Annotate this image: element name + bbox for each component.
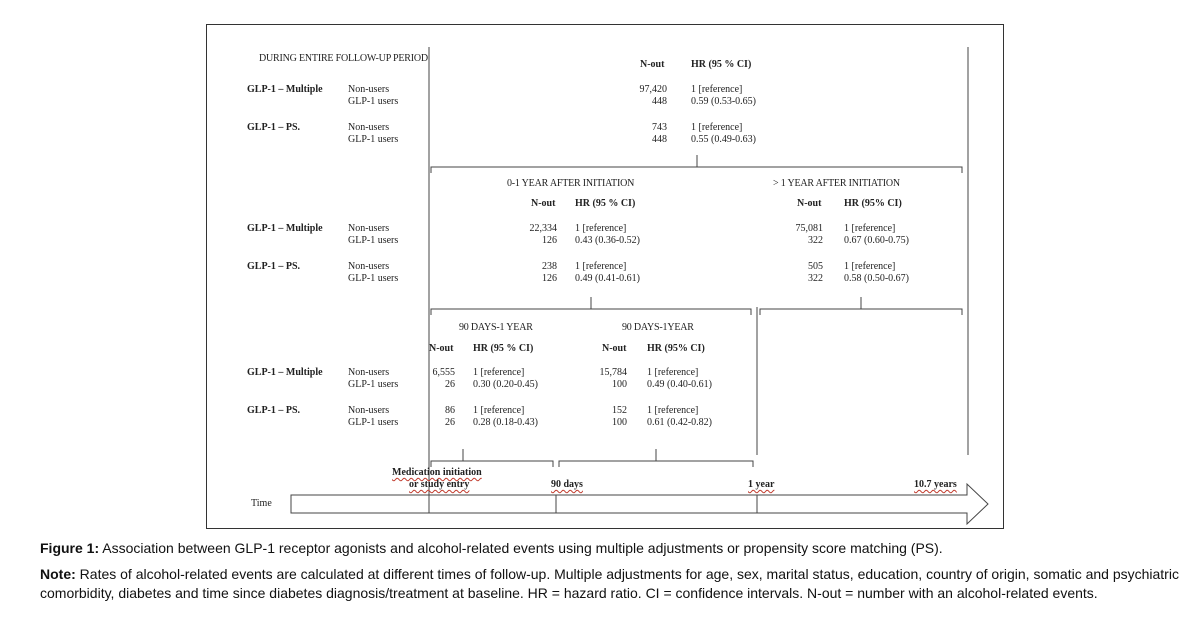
year01-row2-cat1: Non-users (348, 261, 390, 272)
figure-note (40, 565, 1180, 603)
year01-row1-group: GLP-1 – Multiple (247, 223, 323, 234)
entire-row1-group: GLP-1 – Multiple (247, 84, 323, 95)
d90-row1-cat2: GLP-1 users (348, 379, 399, 390)
d90-row1-hr2: 0.30 (0.20-0.45) (473, 379, 538, 390)
d90-row1-hr1: 1 [reference] (473, 367, 525, 378)
year01-row2-n2: 126 (542, 273, 557, 284)
over1-row1-hr2: 0.67 (0.60-0.75) (844, 235, 909, 246)
over1-row1-hr1: 1 [reference] (844, 223, 896, 234)
d90-title: 90 DAYS-1 YEAR (459, 322, 533, 333)
d90-row1-cat1: Non-users (348, 367, 390, 378)
entire-row1-n1: 97,420 (639, 84, 667, 95)
over1-row2-hr2: 0.58 (0.50-0.67) (844, 273, 909, 284)
note-text: Rates of alcohol-related events are calculated at different times of follow-up. Multiple adjustments for age, sex, marital status, education, country of origin, somatic and psychiatric comorbidity, diabetes and time since diabetes diagnosis/treatment at baseline. HR = hazard ratio. CI = confidence intervals. N-out = number with an alcohol-related events. (40, 566, 1179, 601)
year01-hr-header: HR (95 % CI) (575, 198, 636, 209)
year01-row1-hr2: 0.43 (0.36-0.52) (575, 235, 640, 246)
over1-row2-n1: 505 (808, 261, 823, 272)
d90b-row2-hr2: 0.61 (0.42-0.82) (647, 417, 712, 428)
d90-row1-n2: 26 (445, 379, 455, 390)
d90b-row2-n2: 100 (612, 417, 627, 428)
bracket-90d-1y (559, 461, 753, 467)
figure-caption (40, 539, 1180, 558)
d90-row2-group: GLP-1 – PS. (247, 405, 301, 416)
d90-row2-cat1: Non-users (348, 405, 390, 416)
year01-row1-n1: 22,334 (529, 223, 557, 234)
year01-row2-n1: 238 (542, 261, 557, 272)
over1-row1-n1: 75,081 (795, 223, 823, 234)
entire-row1-hr2: 0.59 (0.53-0.65) (691, 96, 756, 107)
d90-nout-header: N-out (429, 343, 454, 354)
caption-label: Figure 1: (40, 540, 100, 556)
d90-row1-n1: 6,555 (432, 367, 455, 378)
d90-row2-cat2: GLP-1 users (348, 417, 399, 428)
d90b-hr-header: HR (95% CI) (647, 343, 705, 354)
over1-row2-n2: 322 (808, 273, 823, 284)
d90b-row2-n1: 152 (612, 405, 627, 416)
timeline-1year-label: 1 year (748, 479, 775, 490)
note-label: Note: (40, 566, 76, 582)
year01-row1-n2: 126 (542, 235, 557, 246)
year01-nout-header: N-out (531, 198, 556, 209)
entire-row2-hr1: 1 [reference] (691, 122, 743, 133)
entire-row2-cat1: Non-users (348, 122, 390, 133)
timeline-axis-label: Time (251, 498, 272, 509)
timeline-end-label: 10.7 years (914, 479, 957, 490)
year01-row2-group: GLP-1 – PS. (247, 261, 301, 272)
bracket-entire (431, 167, 962, 173)
timeline-arrow (291, 484, 988, 524)
entire-row2-n1: 743 (652, 122, 667, 133)
d90b-row1-hr2: 0.49 (0.40-0.61) (647, 379, 712, 390)
entire-row2-cat2: GLP-1 users (348, 134, 399, 145)
entire-row1-hr1: 1 [reference] (691, 84, 743, 95)
over1-row2-hr1: 1 [reference] (844, 261, 896, 272)
entire-hr-header: HR (95 % CI) (691, 59, 752, 70)
entire-row2-hr2: 0.55 (0.49-0.63) (691, 134, 756, 145)
d90-row1-group: GLP-1 – Multiple (247, 367, 323, 378)
entire-row1-cat1: Non-users (348, 84, 390, 95)
over1-hr-header: HR (95% CI) (844, 198, 902, 209)
year01-row2-hr1: 1 [reference] (575, 261, 627, 272)
entire-row1-cat2: GLP-1 users (348, 96, 399, 107)
caption-text: Association between GLP-1 receptor agonists and alcohol-related events using multiple adjustments or propensity score matching (PS). (99, 540, 943, 556)
year01-title: 0-1 YEAR AFTER INITIATION (507, 178, 635, 189)
year01-row1-cat1: Non-users (348, 223, 390, 234)
bracket-over1year (760, 309, 962, 315)
d90b-row2-hr1: 1 [reference] (647, 405, 699, 416)
timeline-initiation-line2: or study entry (409, 479, 470, 490)
year01-row2-hr2: 0.49 (0.41-0.61) (575, 273, 640, 284)
entire-row2-group: GLP-1 – PS. (247, 122, 301, 133)
timeline-90days-label: 90 days (551, 479, 583, 490)
over1-nout-header: N-out (797, 198, 822, 209)
timeline-initiation-line1: Medication initiation (392, 467, 482, 478)
figure-panel (206, 24, 1004, 529)
d90-hr-header: HR (95 % CI) (473, 343, 534, 354)
bracket-0-1year (431, 309, 751, 315)
d90-row2-n1: 86 (445, 405, 455, 416)
d90b-row1-n2: 100 (612, 379, 627, 390)
year01-row1-hr1: 1 [reference] (575, 223, 627, 234)
d90-row2-hr2: 0.28 (0.18-0.43) (473, 417, 538, 428)
d90-row2-hr1: 1 [reference] (473, 405, 525, 416)
d90b-row1-n1: 15,784 (599, 367, 627, 378)
d90b-nout-header: N-out (602, 343, 627, 354)
d90-row2-n2: 26 (445, 417, 455, 428)
entire-row1-n2: 448 (652, 96, 667, 107)
over1-row1-n2: 322 (808, 235, 823, 246)
entire-title: DURING ENTIRE FOLLOW-UP PERIOD (259, 53, 428, 64)
d90b-title: 90 DAYS-1YEAR (622, 322, 694, 333)
entire-row2-n2: 448 (652, 134, 667, 145)
year01-row1-cat2: GLP-1 users (348, 235, 399, 246)
d90b-row1-hr1: 1 [reference] (647, 367, 699, 378)
entire-nout-header: N-out (640, 59, 665, 70)
over1-title: > 1 YEAR AFTER INITIATION (773, 178, 900, 189)
year01-row2-cat2: GLP-1 users (348, 273, 399, 284)
